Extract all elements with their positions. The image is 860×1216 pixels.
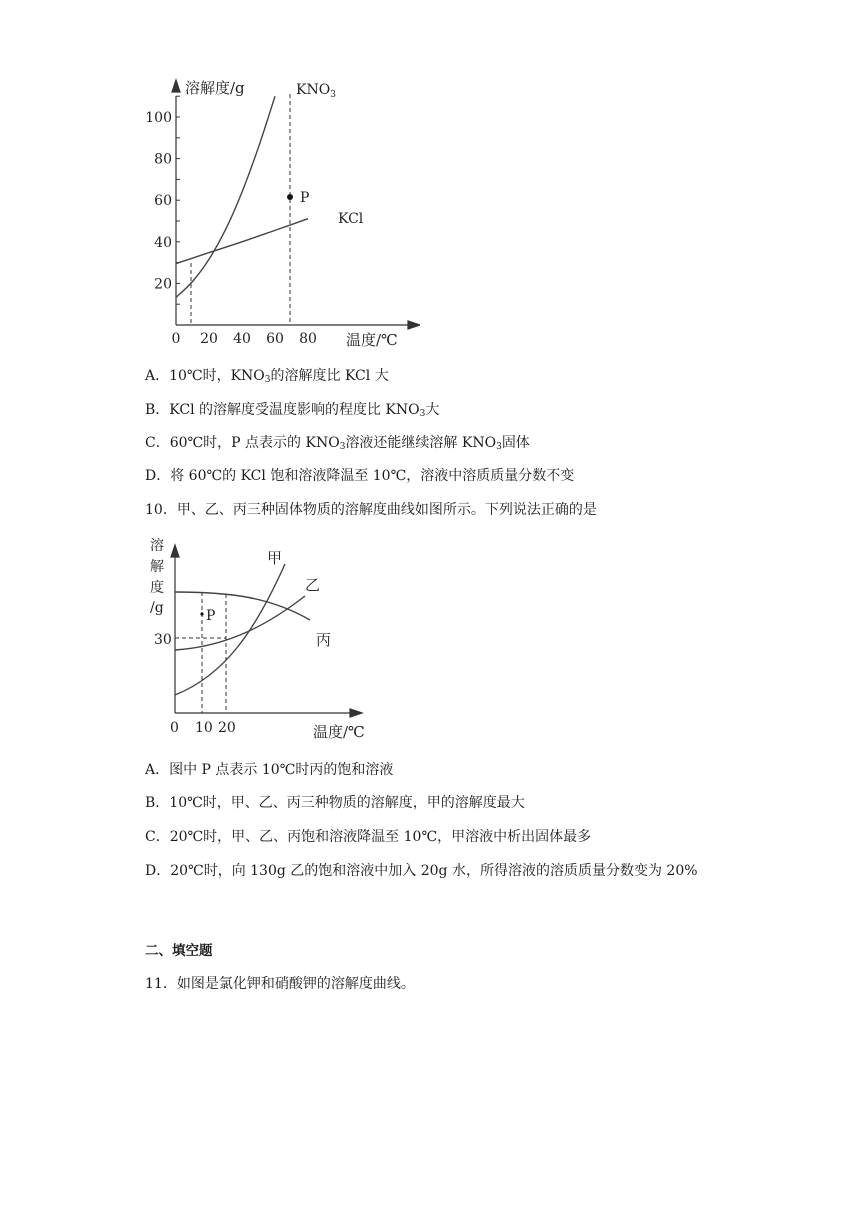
x-tick-0: 0 [170, 720, 179, 736]
point-p-label: P [300, 190, 310, 206]
q11-stem: 11．如图是氯化钾和硝酸钾的溶解度曲线。 [145, 976, 415, 992]
bing-curve [175, 592, 310, 620]
x-axis-label: 温度/℃ [346, 331, 398, 349]
x-tick-label: 20 [200, 331, 218, 347]
x-tick-label: 0 [171, 331, 181, 347]
x-tick-label: 60 [266, 331, 284, 347]
y-tick-label: 60 [154, 193, 172, 210]
y-tick-label: 80 [154, 151, 172, 168]
q10-option-a: A．图中 P 点表示 10℃时丙的饱和溶液 [145, 762, 394, 778]
q10-option-c: C．20℃时，甲、乙、丙饱和溶液降温至 10℃，甲溶液中析出固体最多 [145, 829, 592, 845]
x-tick-label: 80 [299, 331, 317, 347]
y-tick-label: 100 [145, 110, 172, 126]
x-axis-label-2: 温度/℃ [313, 723, 365, 741]
solubility-chart-1 [130, 70, 420, 360]
y-tick-30: 30 [154, 632, 172, 648]
q10-option-b: B．10℃时，甲、乙、丙三种物质的溶解度，甲的溶解度最大 [145, 795, 525, 811]
x-axis-arrow-2 [350, 709, 362, 717]
y-tick-label: 20 [154, 276, 172, 293]
y-axis-label: 溶解度/g [185, 79, 245, 97]
point-p [287, 194, 293, 200]
kno3-label: $KNO_3$ [296, 82, 336, 100]
q9-option-d: D．将 60℃的 KCl 饱和溶液降温至 10℃，溶液中溶质质量分数不变 [145, 468, 575, 484]
jia-curve [175, 564, 285, 695]
y-label-char-1: 溶 [150, 538, 164, 554]
q9-option-a: A．10℃时，$KNO_3$的溶解度比 KCl 大 [145, 368, 389, 385]
y-label-char-3: 度 [150, 580, 164, 596]
y-label-char-2: 解 [150, 559, 164, 575]
y-tick-label: 40 [154, 234, 172, 251]
kno3-curve [176, 96, 275, 297]
q9-option-b: B．KCl 的溶解度受温度影响的程度比 $KNO_3$大 [145, 402, 440, 419]
section-title: 二、填空题 [145, 943, 213, 959]
x-tick-10: 10 [195, 720, 213, 736]
point-p-2-label: P [206, 608, 216, 624]
jia-label: 甲 [267, 549, 283, 567]
y-axis-arrow [172, 80, 180, 92]
x-axis-arrow [408, 321, 420, 329]
kcl-curve [176, 219, 308, 264]
q10-option-d: D．20℃时，向 130g 乙的饱和溶液中加入 20g 水，所得溶液的溶质质量分数变为 20% [145, 863, 698, 879]
solubility-chart-2 [140, 535, 380, 745]
yi-label: 乙 [305, 576, 321, 594]
bing-label: 丙 [316, 631, 332, 649]
yi-curve [175, 596, 305, 650]
kcl-label: KCl [338, 211, 364, 227]
q10-stem: 10．甲、乙、丙三种固体物质的溶解度曲线如图所示。下列说法正确的是 [145, 502, 597, 518]
point-p-2 [200, 612, 203, 615]
x-tick-label: 40 [233, 331, 251, 347]
y-axis-arrow-2 [171, 545, 179, 557]
x-tick-20: 20 [218, 720, 236, 736]
y-label-unit: /g [150, 600, 164, 616]
q9-option-c: C．60℃时，P 点表示的 $KNO_3$溶液还能继续溶解 $KNO_3$固体 [145, 435, 530, 452]
